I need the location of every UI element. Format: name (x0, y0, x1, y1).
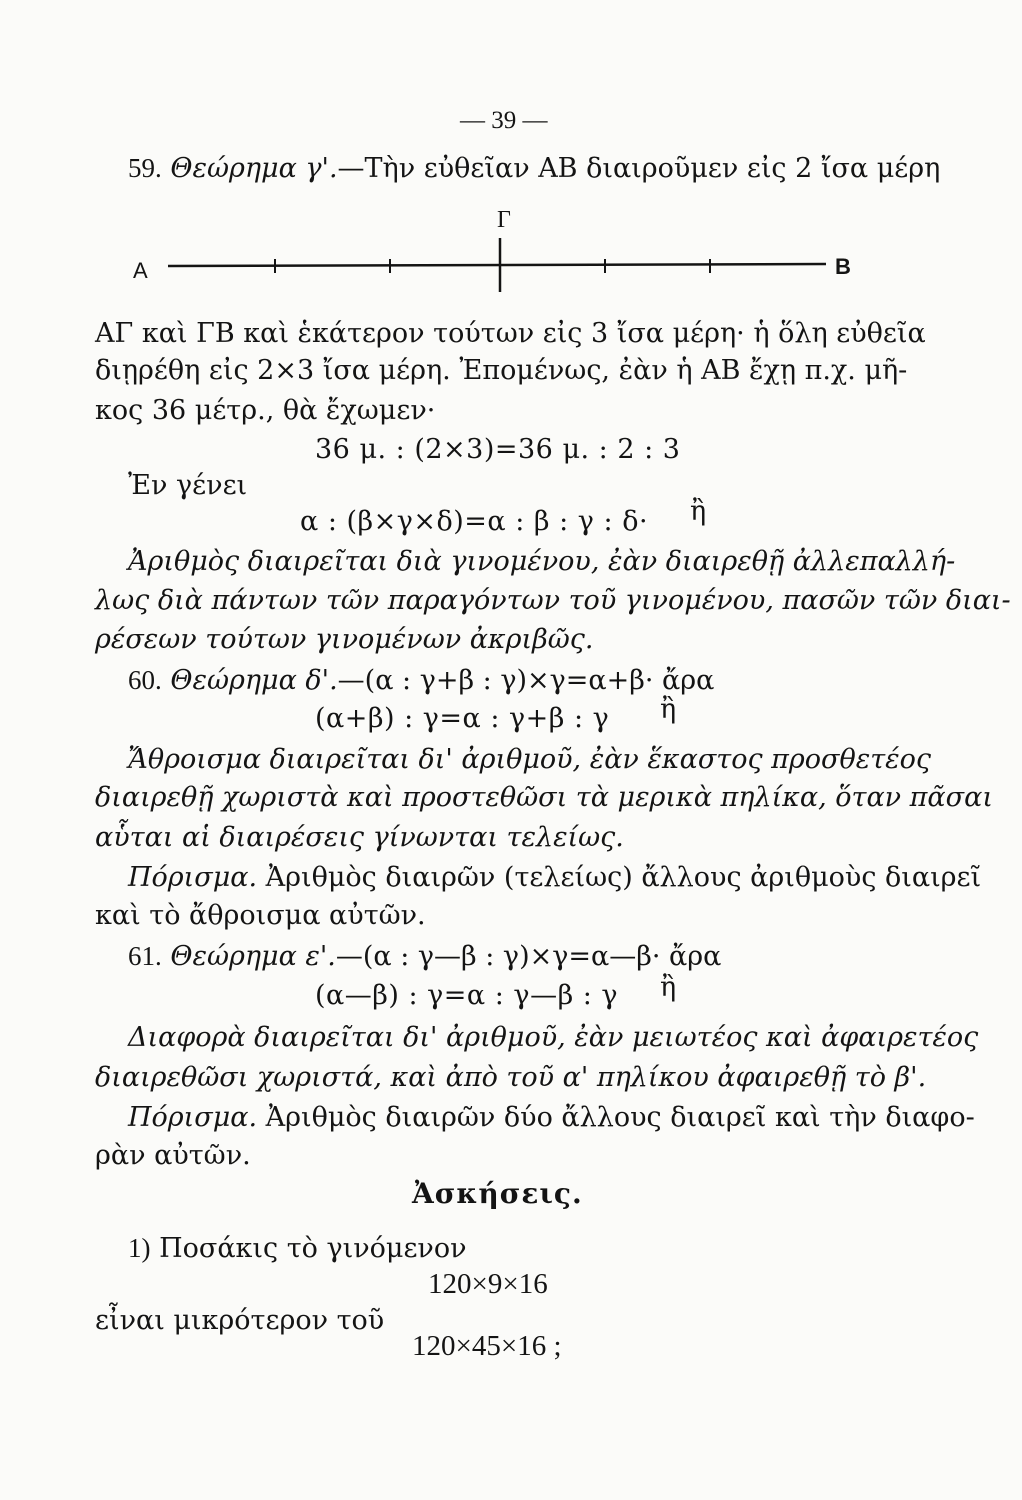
paragraph-line: ΑΓ καὶ ΓΒ καὶ ἑκάτερον τούτων εἰς 3 ἴσα μέρη· ἡ ὅλη εὐθεῖα (95, 318, 926, 349)
exercise-number: 1) (128, 1233, 151, 1263)
section-number: 59. (128, 153, 162, 183)
paragraph-line: διῃρέθη εἰς 2×3 ἴσα μέρη. Ἐπομένως, ἐὰν ἡ ΑΒ ἔχῃ π.χ. μῆ- (95, 355, 908, 386)
label-b: B (835, 254, 851, 279)
equation-suffix: ἢ (660, 972, 677, 1003)
section-number: 61. (128, 941, 162, 971)
segment-line (168, 264, 826, 266)
paragraph-line: κος 36 μέτρ., θὰ ἔχωμεν· (95, 395, 436, 426)
corollary-label: Πόρισμα. (128, 862, 258, 893)
exercise-item (128, 1232, 467, 1265)
corollary-text: Ἀριθμὸς διαιρῶν δύο ἄλλους διαιρεῖ καὶ τὴν διαφο- (265, 1102, 975, 1133)
theorem-title: Θεώρημα γ'. (170, 153, 338, 184)
rule-line: αὗται αἱ διαιρέσεις γίνωνται τελείως. (95, 822, 624, 853)
theorem-title: Θεώρημα δ'. (170, 665, 338, 696)
label-a: A (133, 258, 148, 283)
corollary-line (128, 862, 981, 894)
corollary-line (128, 1102, 975, 1134)
equation: α : (β×γ×δ)=α : β : γ : δ· (300, 506, 649, 537)
equation: 36 μ. : (2×3)=36 μ. : 2 : 3 (315, 434, 681, 465)
exercise-text: εἶναι μικρότερον τοῦ (95, 1305, 385, 1336)
general-label: Ἐν γένει (128, 470, 248, 501)
rule-line: Ἄθροισμα διαιρεῖται δι' ἀριθμοῦ, ἐὰν ἕκαστος προσθετέος (128, 744, 932, 775)
corollary-text: Ἀριθμὸς διαιρῶν (τελείως) ἄλλους ἀριθμοὺς διαιρεῖ (265, 862, 982, 893)
rule-line: διαιρεθῶσι χωριστά, καὶ ἀπὸ τοῦ α' πηλίκου ἀφαιρεθῇ τὸ β'. (95, 1062, 927, 1093)
segment-diagram (0, 0, 1022, 320)
section-60-heading (128, 664, 714, 697)
rule-line: ρέσεων τούτων γινομένων ἀκριβῶς. (95, 624, 594, 655)
exercises-heading: Ἀσκήσεις. (412, 1177, 583, 1210)
section-number: 60. (128, 665, 162, 695)
rule-line: Διαφορὰ διαιρεῖται δι' ἀριθμοῦ, ἐὰν μειωτέος καὶ ἀφαιρετέος (128, 1022, 979, 1053)
equation: (α—β) : γ=α : γ—β : γ (315, 980, 619, 1011)
theorem-text: —Τὴν εὐθεῖαν ΑΒ διαιροῦμεν εἰς 2 ἴσα μέρη (337, 153, 941, 184)
section-61-heading (128, 940, 721, 973)
expression: 120×45×16 ; (412, 1330, 562, 1362)
equation: (α+β) : γ=α : γ+β : γ (315, 703, 610, 734)
page-number: — 39 — (460, 107, 548, 134)
exercise-text: Ποσάκις τὸ γινόμενον (159, 1233, 467, 1264)
corollary-line: ρὰν αὐτῶν. (95, 1140, 251, 1171)
theorem-title: Θεώρημα ε'. (170, 941, 336, 972)
rule-line: διαιρεθῇ χωριστὰ καὶ προστεθῶσι τὰ μερικὰ πηλίκα, ὅταν πᾶσαι (95, 782, 993, 813)
rule-line: Ἀριθμὸς διαιρεῖται διὰ γινομένου, ἐὰν διαιρεθῇ ἀλλεπαλλή- (128, 546, 956, 577)
theorem-text: —(α : γ+β : γ)×γ=α+β· ἄρα (337, 665, 715, 696)
label-gamma: Γ (497, 207, 511, 233)
expression: 120×9×16 (428, 1268, 548, 1300)
rule-line: λως διὰ πάντων τῶν παραγόντων τοῦ γινομένου, πασῶν τῶν διαι- (95, 585, 1011, 616)
equation-suffix: ἢ (690, 496, 707, 527)
theorem-text: —(α : γ—β : γ)×γ=α—β· ἄρα (335, 941, 722, 972)
corollary-line: καὶ τὸ ἄθροισμα αὐτῶν. (95, 900, 426, 931)
equation-suffix: ἢ (660, 694, 677, 725)
corollary-label: Πόρισμα. (128, 1102, 258, 1133)
